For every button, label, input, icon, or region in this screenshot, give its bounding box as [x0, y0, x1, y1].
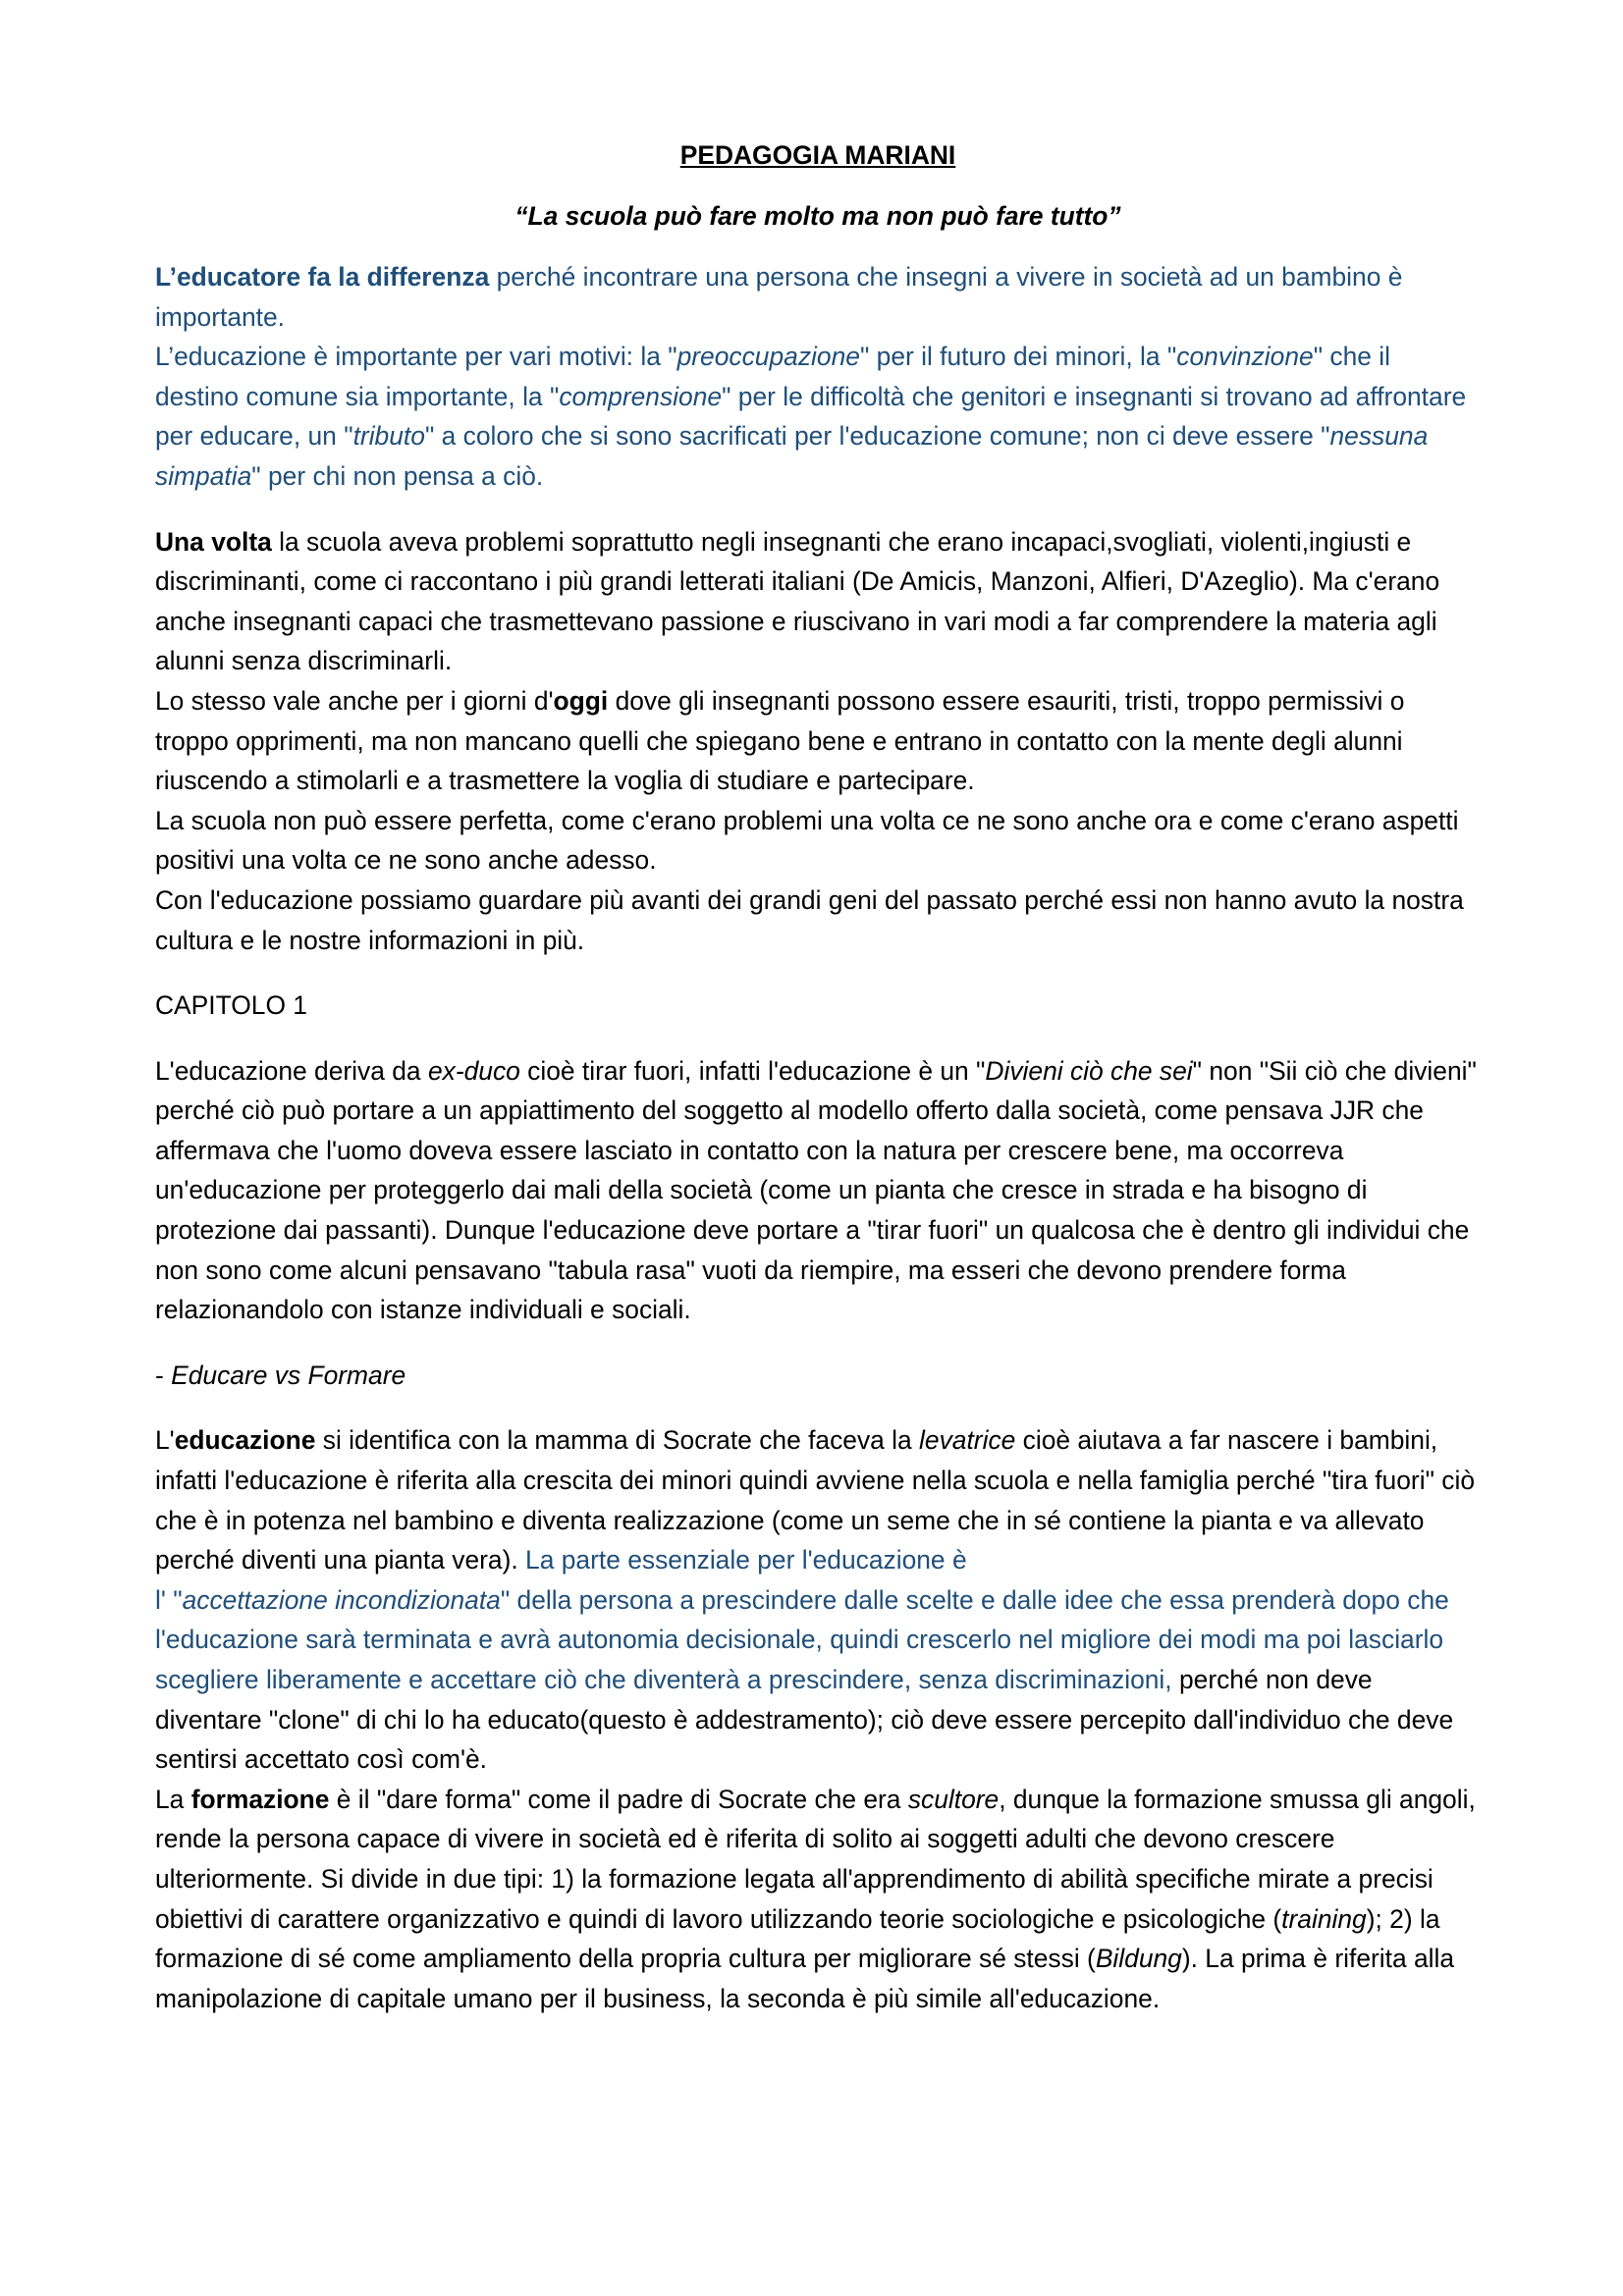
document-title: PEDAGOGIA MARIANI: [679, 140, 956, 170]
paragraph-scuola-perfetta: La scuola non può essere perfetta, come c'erano problemi una volta ce ne sono anche ora e come c'erano aspetti positivi una volta ce ne sono anche adesso.: [155, 805, 1459, 876]
bold-run: formazione: [190, 1784, 330, 1814]
paragraph-oggi: [155, 681, 1481, 801]
italic-run: nessuna simpatia: [155, 421, 1429, 491]
text-run: si identifica con la mamma di Socrate che faceva la: [315, 1425, 920, 1456]
italic-run: comprensione: [559, 381, 723, 411]
text-run: L'educazione deriva da: [155, 1055, 428, 1086]
italic-run: training: [1281, 1903, 1367, 1934]
bold-run: educazione: [174, 1425, 316, 1456]
paragraph-grandi-geni: Con l'educazione possiamo guardare più avanti dei grandi geni del passato perché essi non hanno avuto la nostra cultura e le nostre informazioni in più.: [155, 884, 1464, 955]
blue-run: l' ": [155, 1584, 183, 1615]
paragraph-una-volta-text: la scuola aveva problemi soprattutto negli insegnanti che erano incapaci,svogliati, violenti,ingiusti e discriminanti, come ci raccontano i più grandi letterati italiani (De Amicis, Manzoni, Alfieri, D'Azeglio). Ma c'erano anche insegnanti capaci che trasmettevano passione e riuscivano in vari modi a far comprendere la materia agli alunni senza discriminarli.: [155, 526, 1440, 676]
italic-run: preoccupazione: [676, 342, 860, 372]
paragraph-motivi: [155, 337, 1481, 496]
text-run: " per il futuro dei minori, la ": [859, 342, 1177, 372]
paragraph-ex-duco: [155, 1051, 1481, 1330]
text-run: ); 2) la formazione di sé come ampliamento della propria cultura per migliorare sé stessi (: [155, 1903, 1440, 1974]
text-run: L’educazione è importante per vari motivi: la ": [155, 342, 677, 372]
italic-run: levatrice: [919, 1425, 1016, 1456]
section-label: Educare vs Formare: [171, 1360, 406, 1390]
document-page: [155, 135, 1481, 2018]
chapter-heading: CAPITOLO 1: [155, 990, 307, 1021]
text-run: Lo stesso vale anche per i giorni d': [155, 685, 554, 716]
paragraph-una-volta: [155, 522, 1481, 681]
italic-run: Bildung: [1095, 1944, 1182, 1974]
bold-run: oggi: [553, 685, 609, 716]
section-dash: -: [155, 1360, 172, 1390]
paragraph-educatore: [155, 257, 1481, 337]
paragraph-formazione: [155, 1780, 1481, 2019]
text-run: perché non deve diventare "clone" di chi lo ha educato(questo è addestramento); ciò deve essere percepito dall'individuo che deve sentirsi accettato così com'è.: [155, 1665, 1454, 1775]
paragraph-educatore-bold: L’educatore fa la differenza: [155, 262, 490, 292]
italic-run: convinzione: [1176, 342, 1314, 372]
text-run: , dunque la formazione smussa gli angoli, rende la persona capace di vivere in società ed è riferita di solito ai soggetti adulti che devono crescere ulteriormente. Si divide in due tipi: 1) la formazione legata all'apprendimento di abilità specifiche mirate a precisi obiettivi di carattere organizzativo e quindi di lavoro utilizzando teorie sociologiche e psicologiche (: [155, 1784, 1476, 1934]
text-run: dove gli insegnanti possono essere esauriti, tristi, troppo permissivi o troppo opprimenti, ma non mancano quelli che spiegano bene e entrano in contatto con la mente degli alunni riuscendo a stimolarli e a trasmettere la voglia di studiare e partecipare.: [155, 685, 1405, 796]
text-run: L': [155, 1425, 175, 1456]
italic-run: scultore: [907, 1784, 1000, 1814]
text-run: " a coloro che si sono sacrificati per l'educazione comune; non ci deve essere ": [424, 421, 1330, 452]
italic-run: Divieni ciò che sei: [985, 1055, 1193, 1086]
section-heading: [155, 1356, 1481, 1396]
text-run: ). La prima è riferita alla manipolazione di capitale umano per il business, la seconda è più simile all'educazione.: [155, 1944, 1455, 2013]
text-run: è il "dare forma" come il padre di Socrate che era: [329, 1784, 908, 1814]
text-run: La: [155, 1784, 191, 1814]
blue-run: La parte essenziale per l'educazione è: [517, 1545, 967, 1575]
paragraph-una-volta-bold: Una volta: [155, 526, 272, 557]
text-run: " per le difficoltà che genitori e insegnanti si trovano ad affrontare per educare, un ": [155, 381, 1467, 452]
text-run: " che il destino comune sia importante, la ": [155, 342, 1390, 411]
text-run: " per chi non pensa a ciò.: [251, 460, 544, 491]
text-run: cioè tirar fuori, infatti l'educazione è un ": [519, 1055, 986, 1086]
paragraph-educazione: [155, 1420, 1481, 1779]
blue-run: " della persona a prescindere dalle scelte e dalle idee che essa prenderà dopo che l'educazione sarà terminata e avrà autonomia decisionale, quindi crescerlo nel migliore dei modi ma poi lasciarlo scegliere liberamente e accettare ciò che diventerà a prescindere, senza discriminazioni,: [155, 1584, 1449, 1694]
italic-run: ex-duco: [427, 1055, 520, 1086]
paragraph-educatore-text: perché incontrare una persona che insegni a vivere in società ad un bambino è importante.: [155, 262, 1403, 332]
text-run: " non "Sii ciò che divieni" perché ciò può portare a un appiattimento del soggetto al modello offerto dalla società, come pensava JJR che affermava che l'uomo doveva essere lasciato in contatto con la natura per crescere bene, ma occorreva un'educazione per proteggerlo dai mali della società (come un pianta che cresce in strada e ha bisogno di protezione dai passanti). Dunque l'educazione deve portare a "tirar fuori" un qualcosa che è dentro gli individui che non sono come alcuni pensavano "tabula rasa" vuoti da riempire, ma esseri che devono prendere forma relazionandolo con istanze individuali e sociali.: [155, 1055, 1477, 1325]
blue-italic-run: accettazione incondizionata: [182, 1584, 501, 1615]
italic-run: tributo: [352, 421, 425, 452]
text-run: cioè aiutava a far nascere i bambini, infatti l'educazione è riferita alla crescita dei minori quindi avviene nella scuola e nella famiglia perché "tira fuori" ciò che è in potenza nel bambino e diventa realizzazione (come un seme che in sé contiene la pianta e va allevato perché diventi una pianta vera).: [155, 1425, 1476, 1575]
document-subtitle: “La scuola può fare molto ma non può fare tutto”: [514, 201, 1121, 231]
